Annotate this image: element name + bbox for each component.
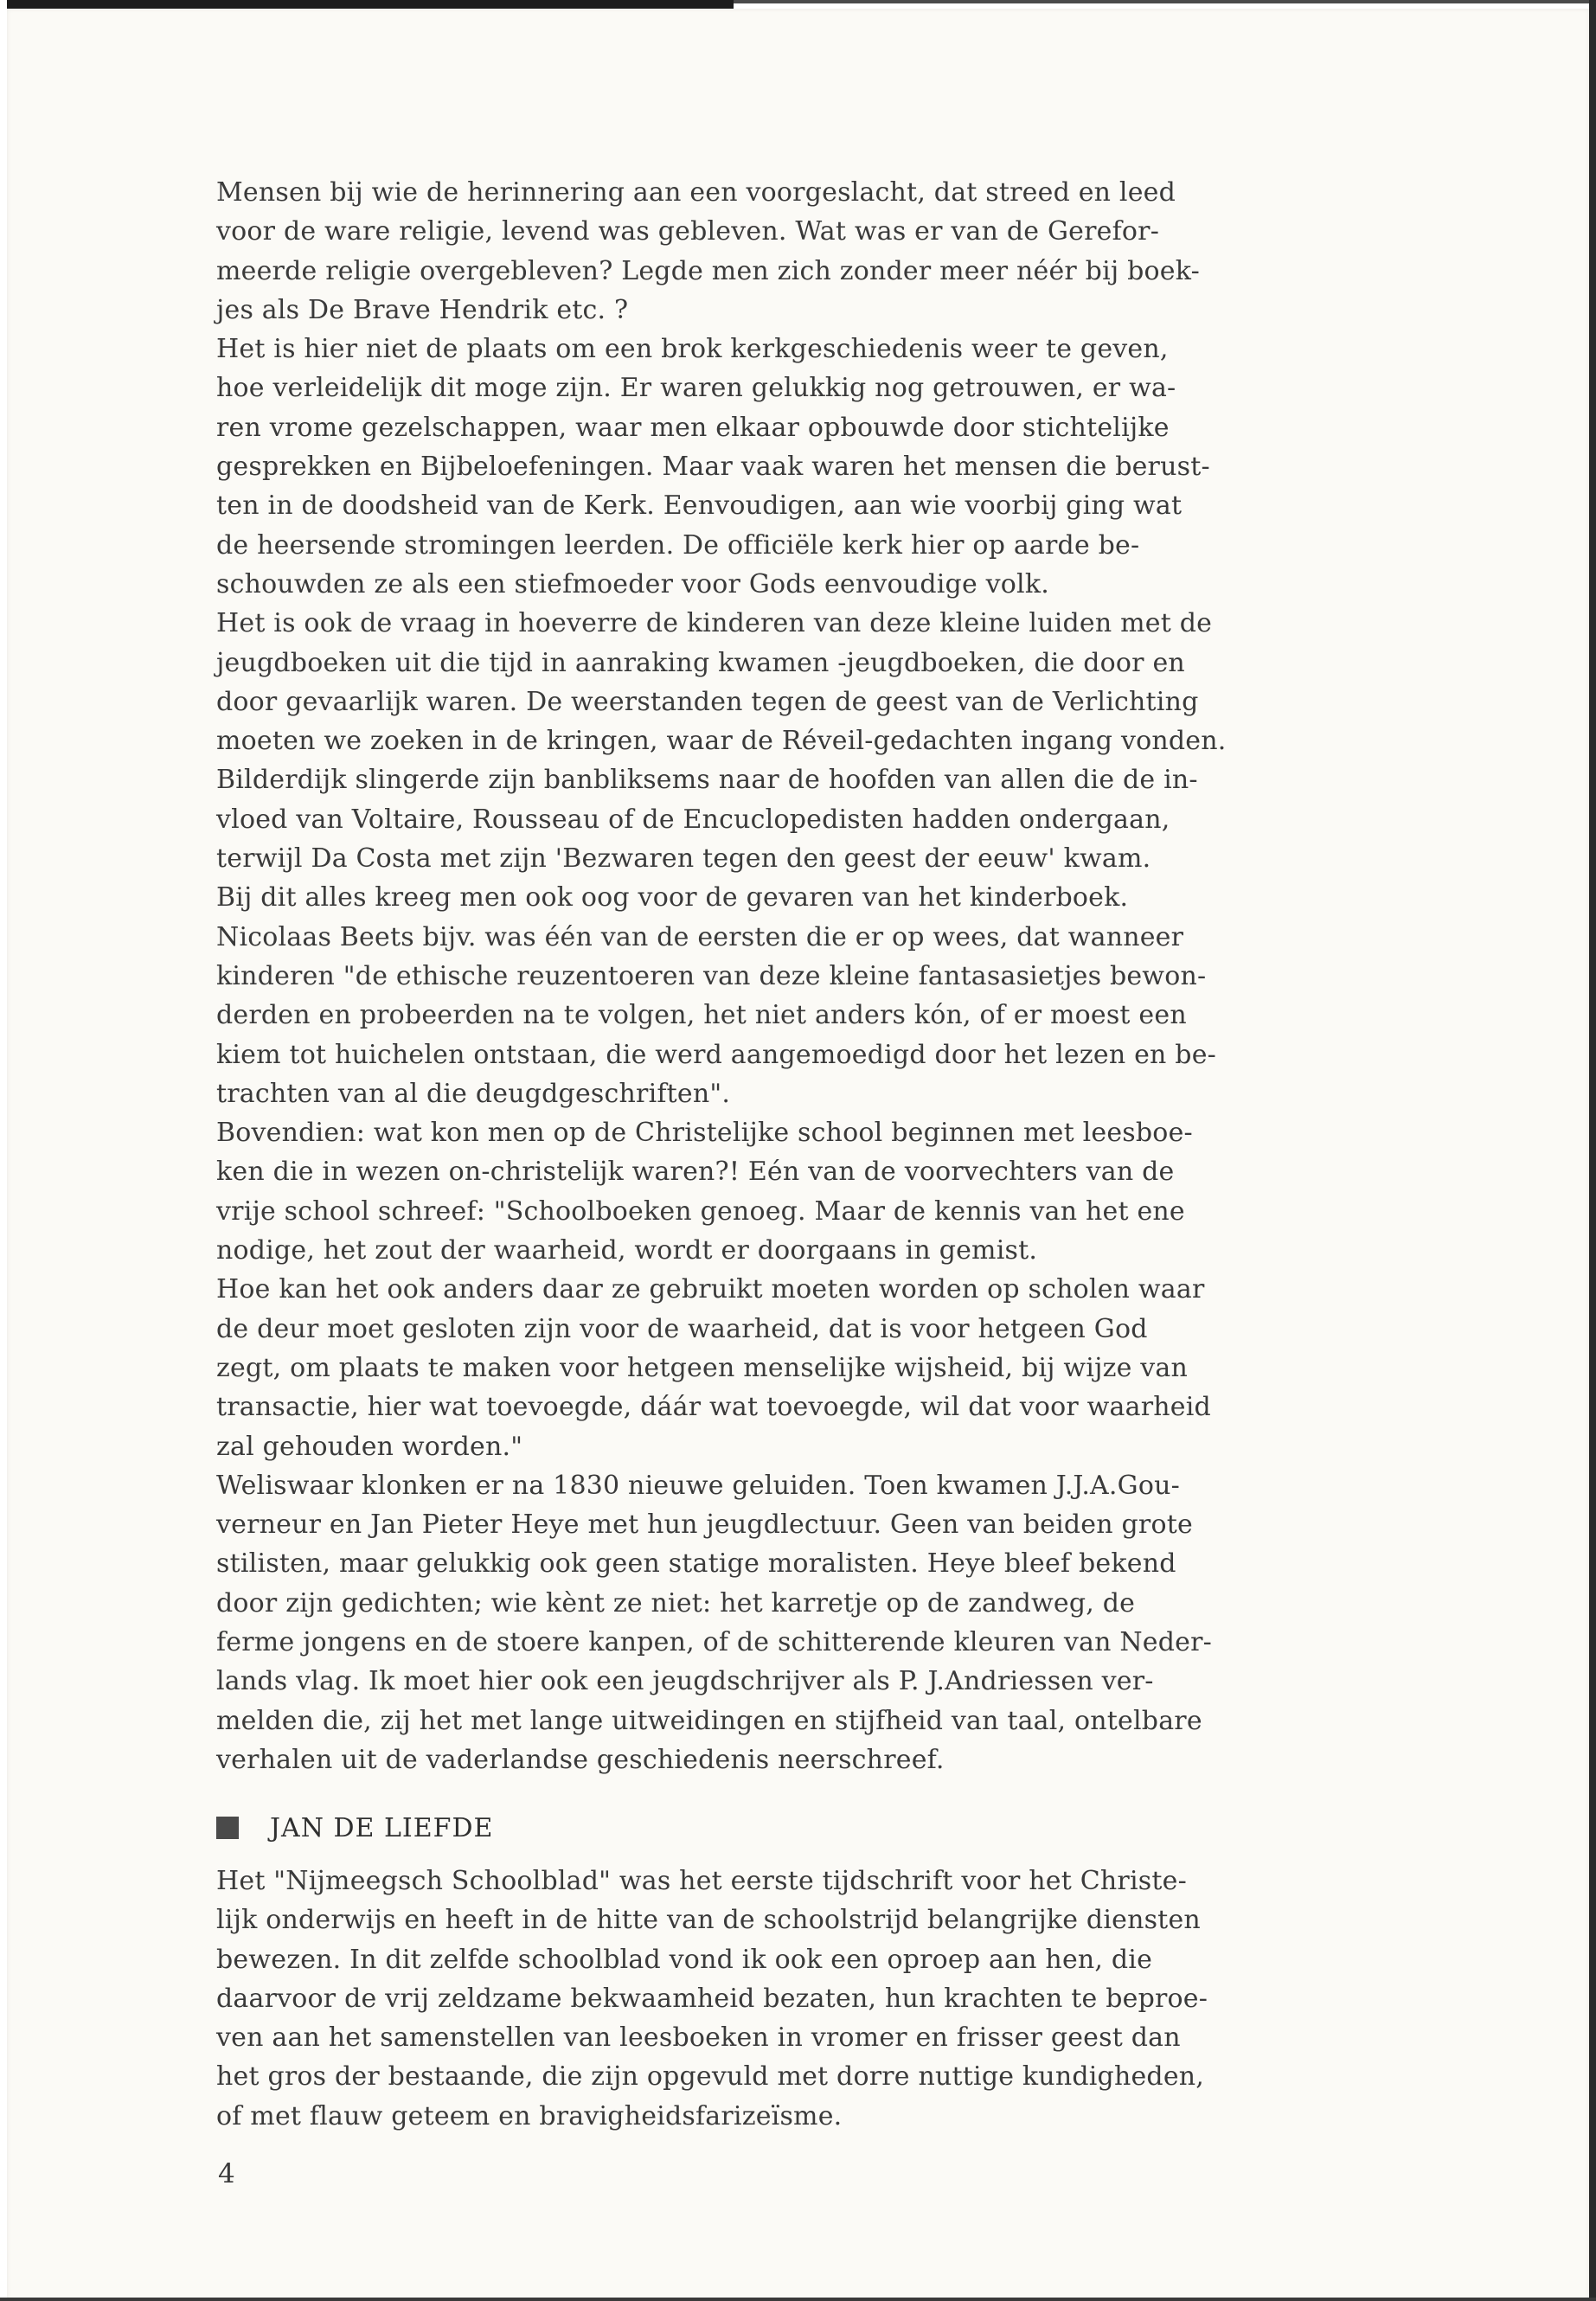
- text-line: de heersende stromingen leerden. De officiële kerk hier op aarde be-: [216, 529, 1140, 561]
- text-line: schouwden ze als een stiefmoeder voor Gods eenvoudige volk.: [216, 568, 1049, 599]
- text-line: lands vlag. Ik moet hier ook een jeugdschrijver als P. J.Andriessen ver-: [216, 1666, 1154, 1697]
- page-number: 4: [218, 2158, 235, 2189]
- text-line: door gevaarlijk waren. De weerstanden tegen de geest van de Verlichting: [216, 686, 1199, 717]
- scan-right-edge: [1589, 0, 1596, 2301]
- text-line: hoe verleidelijk dit moge zijn. Er waren gelukkig nog getrouwen, er wa-: [216, 373, 1176, 404]
- text-line: Mensen bij wie de herinnering aan een voorgeslacht, dat streed en leed: [216, 177, 1176, 208]
- text-line: verhalen uit de vaderlandse geschiedenis neerschreef.: [216, 1744, 945, 1775]
- text-line: terwijl Da Costa met zijn 'Bezwaren tegen den geest der eeuw' kwam.: [216, 843, 1151, 875]
- scan-top-edge-thin: [734, 0, 1596, 3]
- text-line: jeugdboeken uit die tijd in aanraking kwamen -jeugdboeken, die door en: [216, 647, 1185, 678]
- text-line: verneur en Jan Pieter Heye met hun jeugdlectuur. Geen van beiden grote: [216, 1509, 1193, 1541]
- text-line: moeten we zoeken in de kringen, waar de Réveil-gedachten ingang vonden.: [216, 726, 1227, 757]
- text-line: Nicolaas Beets bijv. was één van de eersten die er op wees, dat wanneer: [216, 921, 1184, 952]
- scan-bottom-edge: [0, 2298, 1596, 2301]
- text-line: vloed van Voltaire, Rousseau of de Encuclopedisten hadden ondergaan,: [216, 804, 1170, 835]
- text-line: daarvoor de vrij zeldzame bekwaamheid bezaten, hun krachten te beproe-: [216, 1983, 1208, 2014]
- text-line: ten in de doodsheid van de Kerk. Eenvoudigen, aan wie voorbij ging wat: [216, 490, 1183, 522]
- section-heading-text: JAN DE LIEFDE: [270, 1812, 494, 1843]
- text-line: transactie, hier wat toevoegde, dáár wat toevoegde, wil dat voor waarheid: [216, 1392, 1211, 1423]
- heading-bullet-square: [216, 1817, 239, 1839]
- text-line: jes als De Brave Hendrik etc. ?: [216, 294, 629, 325]
- text-line: derden en probeerden na te volgen, het niet anders kón, of er moest een: [216, 1000, 1187, 1031]
- text-line: stilisten, maar gelukkig ook geen statige moralisten. Heye bleef bekend: [216, 1548, 1176, 1580]
- text-line: zegt, om plaats te maken voor hetgeen menselijke wijsheid, bij wijze van: [216, 1352, 1189, 1383]
- text-line: Bovendien: wat kon men op de Christelijke school beginnen met leesboe-: [216, 1118, 1193, 1149]
- text-line: Bij dit alles kreeg men ook oog voor de gevaren van het kinderboek.: [216, 882, 1129, 913]
- text-line: Het "Nijmeegsch Schoolblad" was het eerste tijdschrift voor het Christe-: [216, 1866, 1187, 1896]
- text-line: door zijn gedichten; wie kènt ze niet: het karretje op de zandweg, de: [216, 1587, 1136, 1618]
- text-line: gesprekken en Bijbeloefeningen. Maar vaak waren het mensen die berust-: [216, 452, 1210, 483]
- text-line: Het is hier niet de plaats om een brok kerkgeschiedenis weer te geven,: [216, 334, 1169, 365]
- text-line: ren vrome gezelschappen, waar men elkaar opbouwde door stichtelijke: [216, 412, 1170, 443]
- text-line: ven aan het samenstellen van leesboeken in vromer en frisser geest dan: [216, 2022, 1181, 2054]
- text-line: Weliswaar klonken er na 1830 nieuwe geluiden. Toen kwamen J.J.A.Gou-: [216, 1470, 1180, 1501]
- text-line: vrije school schreef: "Schoolboeken genoeg. Maar de kennis van het ene: [216, 1195, 1185, 1227]
- text-line: bewezen. In dit zelfde schoolblad vond ik ook een oproep aan hen, die: [216, 1944, 1153, 1975]
- text-line: voor de ware religie, levend was gebleven. Wat was er van de Gerefor-: [216, 216, 1160, 247]
- text-line: meerde religie overgebleven? Legde men zich zonder meer néér bij boek-: [216, 255, 1200, 286]
- second-text-body: [216, 1862, 1497, 2136]
- text-line: Bilderdijk slingerde zijn banbliksems naar de hoofden van allen die de in-: [216, 765, 1198, 796]
- text-line: lijk onderwijs en heeft in de hitte van de schoolstrijd belangrijke diensten: [216, 1905, 1201, 1936]
- text-line: kinderen "de ethische reuzentoeren van deze kleine fantasasietjes bewon-: [216, 960, 1207, 991]
- text-line: kiem tot huichelen ontstaan, die werd aangemoedigd door het lezen en be-: [216, 1039, 1216, 1070]
- text-line: ferme jongens en de stoere kanpen, of de schitterende kleuren van Neder-: [216, 1626, 1212, 1657]
- text-line: of met flauw geteem en bravigheidsfarizeïsme.: [216, 2100, 843, 2131]
- text-line: trachten van al die deugdgeschriften".: [216, 1078, 731, 1109]
- text-line: ken die in wezen on-christelijk waren?! Eén van de voorvechters van de: [216, 1157, 1175, 1188]
- text-line: het gros der bestaande, die zijn opgevuld met dorre nuttige kundigheden,: [216, 2061, 1205, 2093]
- text-line: nodige, het zout der waarheid, wordt er doorgaans in gemist.: [216, 1235, 1038, 1266]
- text-line: Het is ook de vraag in hoeverre de kinderen van deze kleine luiden met de: [216, 608, 1213, 639]
- text-line: de deur moet gesloten zijn voor de waarheid, dat is voor hetgeen God: [216, 1313, 1148, 1344]
- text-line: zal gehouden worden.": [216, 1431, 523, 1462]
- main-text-body: [216, 173, 1497, 1779]
- section-heading: [216, 1808, 493, 1848]
- text-line: Hoe kan het ook anders daar ze gebruikt moeten worden op scholen waar: [216, 1274, 1205, 1305]
- text-line: melden die, zij het met lange uitweidingen en stijfheid van taal, ontelbare: [216, 1705, 1202, 1736]
